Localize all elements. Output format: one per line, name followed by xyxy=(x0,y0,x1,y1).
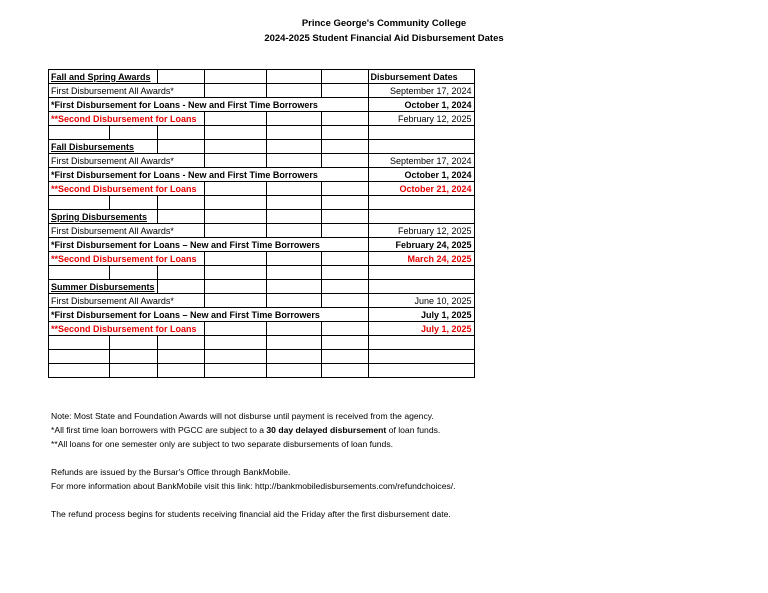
row-label: **Second Disbursement for Loans xyxy=(49,112,205,126)
table-row xyxy=(49,154,475,168)
empty-cell xyxy=(204,322,266,336)
empty-cell xyxy=(157,70,204,84)
empty-cell xyxy=(321,336,368,350)
empty-cell xyxy=(204,266,266,280)
empty-cell xyxy=(157,280,204,294)
disbursement-date xyxy=(368,280,474,294)
empty-cell xyxy=(321,182,368,196)
refund-info xyxy=(51,465,456,493)
table-row xyxy=(49,336,475,350)
empty-cell xyxy=(266,140,321,154)
empty-cell xyxy=(321,252,368,266)
row-label: **Second Disbursement for Loans xyxy=(49,182,205,196)
row-label: *First Disbursement for Loans – New and First Time Borrowers xyxy=(49,308,369,322)
row-label: Spring Disbursements xyxy=(49,210,158,224)
empty-cell xyxy=(204,112,266,126)
row-label: First Disbursement All Awards* xyxy=(49,154,205,168)
disbursement-date xyxy=(368,140,474,154)
table-row xyxy=(49,210,475,224)
empty-cell xyxy=(266,294,321,308)
empty-cell xyxy=(266,252,321,266)
empty-cell xyxy=(321,112,368,126)
table-row xyxy=(49,294,475,308)
empty-cell xyxy=(321,84,368,98)
empty-cell xyxy=(266,126,321,140)
row-label: **Second Disbursement for Loans xyxy=(49,322,205,336)
empty-cell xyxy=(204,210,266,224)
note-state-awards: Note: Most State and Foundation Awards will not disburse until payment is received from the agency. xyxy=(51,411,434,421)
table-row xyxy=(49,168,475,182)
empty-cell xyxy=(204,84,266,98)
empty-cell xyxy=(321,364,368,378)
table-row xyxy=(49,224,475,238)
empty-cell xyxy=(321,70,368,84)
empty-cell xyxy=(49,364,110,378)
empty-cell xyxy=(157,210,204,224)
disbursement-date xyxy=(368,350,474,364)
empty-cell xyxy=(266,112,321,126)
empty-cell xyxy=(204,126,266,140)
table-row xyxy=(49,238,475,252)
table-row xyxy=(49,98,475,112)
document-title: 2024-2025 Student Financial Aid Disbursement Dates xyxy=(264,33,504,44)
row-label: Summer Disbursements xyxy=(49,280,158,294)
table-row xyxy=(49,196,475,210)
empty-cell xyxy=(109,126,157,140)
empty-cell xyxy=(157,364,204,378)
empty-cell xyxy=(266,364,321,378)
table-row xyxy=(49,70,475,84)
note-text: *All first time loan borrowers with PGCC are subject to a xyxy=(51,425,267,435)
empty-cell xyxy=(321,210,368,224)
empty-cell xyxy=(109,266,157,280)
disbursement-date: February 12, 2025 xyxy=(368,224,474,238)
empty-cell xyxy=(321,154,368,168)
row-label: Fall Disbursements xyxy=(49,140,158,154)
disbursement-table xyxy=(48,69,475,378)
empty-cell xyxy=(266,224,321,238)
row-label: First Disbursement All Awards* xyxy=(49,84,205,98)
row-label: *First Disbursement for Loans - New and First Time Borrowers xyxy=(49,168,369,182)
notes-block xyxy=(51,409,440,451)
row-label: Fall and Spring Awards xyxy=(49,70,158,84)
disbursement-date: September 17, 2024 xyxy=(368,154,474,168)
empty-cell xyxy=(49,196,110,210)
empty-cell xyxy=(49,350,110,364)
empty-cell xyxy=(109,196,157,210)
row-label: **Second Disbursement for Loans xyxy=(49,252,205,266)
disbursement-date xyxy=(368,210,474,224)
empty-cell xyxy=(204,70,266,84)
empty-cell xyxy=(204,182,266,196)
disbursement-date xyxy=(368,196,474,210)
empty-cell xyxy=(204,252,266,266)
table-row xyxy=(49,266,475,280)
row-label: First Disbursement All Awards* xyxy=(49,224,205,238)
empty-cell xyxy=(266,350,321,364)
empty-cell xyxy=(49,126,110,140)
empty-cell xyxy=(266,84,321,98)
disbursement-date: July 1, 2025 xyxy=(368,308,474,322)
disbursement-date: February 24, 2025 xyxy=(368,238,474,252)
disbursement-date: June 10, 2025 xyxy=(368,294,474,308)
disbursement-date: September 17, 2024 xyxy=(368,84,474,98)
empty-cell xyxy=(204,224,266,238)
empty-cell xyxy=(157,350,204,364)
table-row xyxy=(49,252,475,266)
table-row xyxy=(49,182,475,196)
empty-cell xyxy=(109,350,157,364)
table-row xyxy=(49,140,475,154)
empty-cell xyxy=(49,336,110,350)
disbursement-date: Disbursement Dates xyxy=(368,70,474,84)
empty-cell xyxy=(321,126,368,140)
disbursement-date: March 24, 2025 xyxy=(368,252,474,266)
table-row xyxy=(49,364,475,378)
empty-cell xyxy=(266,322,321,336)
empty-cell xyxy=(321,350,368,364)
empty-cell xyxy=(266,70,321,84)
college-title: Prince George's Community College xyxy=(301,18,467,29)
disbursement-date xyxy=(368,364,474,378)
note-first-time-borrowers xyxy=(51,423,440,437)
empty-cell xyxy=(204,154,266,168)
empty-cell xyxy=(157,336,204,350)
empty-cell xyxy=(266,280,321,294)
empty-cell xyxy=(204,336,266,350)
disbursement-date: July 1, 2025 xyxy=(368,322,474,336)
empty-cell xyxy=(204,350,266,364)
note-text: of loan funds. xyxy=(386,425,441,435)
row-label: *First Disbursement for Loans - New and First Time Borrowers xyxy=(49,98,369,112)
empty-cell xyxy=(266,154,321,168)
disbursement-date: October 1, 2024 xyxy=(368,168,474,182)
empty-cell xyxy=(157,266,204,280)
disbursement-date: October 21, 2024 xyxy=(368,182,474,196)
empty-cell xyxy=(321,196,368,210)
empty-cell xyxy=(157,196,204,210)
empty-cell xyxy=(157,140,204,154)
disbursement-date xyxy=(368,336,474,350)
empty-cell xyxy=(321,140,368,154)
empty-cell xyxy=(204,364,266,378)
disbursement-date: October 1, 2024 xyxy=(368,98,474,112)
empty-cell xyxy=(266,266,321,280)
table-row xyxy=(49,84,475,98)
table-row xyxy=(49,308,475,322)
empty-cell xyxy=(321,266,368,280)
empty-cell xyxy=(109,336,157,350)
refund-bursar-note: Refunds are issued by the Bursar's Office through BankMobile. xyxy=(51,467,291,477)
note-emphasis: 30 day delayed disbursement xyxy=(266,425,387,435)
refund-link-note: For more information about BankMobile visit this link: http://bankmobiledisbursements.com/refundchoices/. xyxy=(51,481,456,491)
empty-cell xyxy=(266,336,321,350)
empty-cell xyxy=(266,210,321,224)
empty-cell xyxy=(321,224,368,238)
empty-cell xyxy=(49,266,110,280)
table-row xyxy=(49,350,475,364)
table-row xyxy=(49,112,475,126)
note-two-disbursements: **All loans for one semester only are subject to two separate disbursements of loan funds. xyxy=(51,439,394,449)
empty-cell xyxy=(157,126,204,140)
table-row xyxy=(49,126,475,140)
table-row xyxy=(49,322,475,336)
empty-cell xyxy=(321,280,368,294)
empty-cell xyxy=(266,182,321,196)
refund-process-note: The refund process begins for students receiving financial aid the Friday after the first disbursement date. xyxy=(51,509,451,519)
empty-cell xyxy=(204,280,266,294)
row-label: First Disbursement All Awards* xyxy=(49,294,205,308)
empty-cell xyxy=(204,294,266,308)
empty-cell xyxy=(109,364,157,378)
disbursement-date: February 12, 2025 xyxy=(368,112,474,126)
empty-cell xyxy=(204,196,266,210)
empty-cell xyxy=(204,140,266,154)
disbursement-date xyxy=(368,266,474,280)
empty-cell xyxy=(266,196,321,210)
empty-cell xyxy=(321,294,368,308)
row-label: *First Disbursement for Loans – New and First Time Borrowers xyxy=(49,238,369,252)
table-row xyxy=(49,280,475,294)
disbursement-date xyxy=(368,126,474,140)
empty-cell xyxy=(321,322,368,336)
